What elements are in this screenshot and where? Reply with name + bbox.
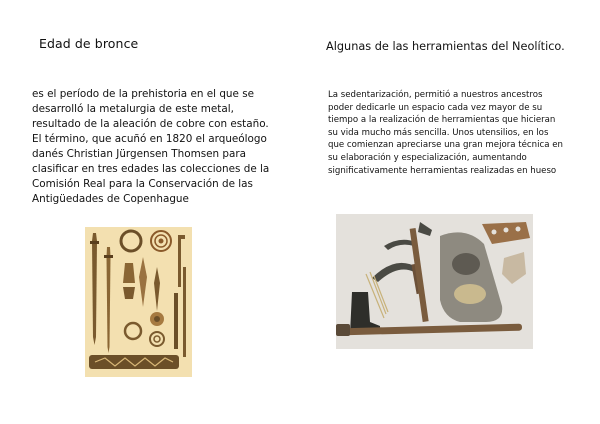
neolithic-paragraph: La sedentarización, permitió a nuestros ancestros poder dedicarle un espacio cada vez mayor de su tiempo a la realización de herramientas que hicieran su vida mucho más sencilla. Unos utensilios, en los que comienzan apreciarse una gran mejora técnica en su elaboración y especialización, aumentando significativamente herramientas realizadas en hueso bbox=[328, 90, 563, 176]
hand-stone-icon bbox=[452, 253, 480, 275]
neolithic-tools-illustration bbox=[336, 214, 533, 349]
neolithic-tools-image bbox=[336, 214, 533, 349]
bronze-age-title: Edad de bronce bbox=[39, 36, 139, 51]
axe-head-icon bbox=[123, 263, 135, 283]
belt-plate-icon bbox=[89, 355, 179, 369]
bronze-artifacts-illustration bbox=[85, 227, 192, 377]
pin-icon bbox=[183, 267, 186, 357]
bronze-artifacts-image bbox=[85, 227, 192, 377]
neolithic-tools-title: Algunas de las herramientas del Neolítico. bbox=[326, 40, 565, 53]
grain-pile-icon bbox=[454, 284, 486, 304]
bronze-age-paragraph: es el período de la prehistoria en el que se desarrolló la metalurgia de este metal, resultado de la aleación de cobre con estaño. El término, que acuñó en 1820 el arqueólogo danés Christian Jürgensen Thomsen para clasificar en tres edades las colecciones de la Comisión Real para la Conservación de las Antigüedades de Copenhague bbox=[32, 88, 270, 205]
pin-icon bbox=[174, 293, 178, 349]
